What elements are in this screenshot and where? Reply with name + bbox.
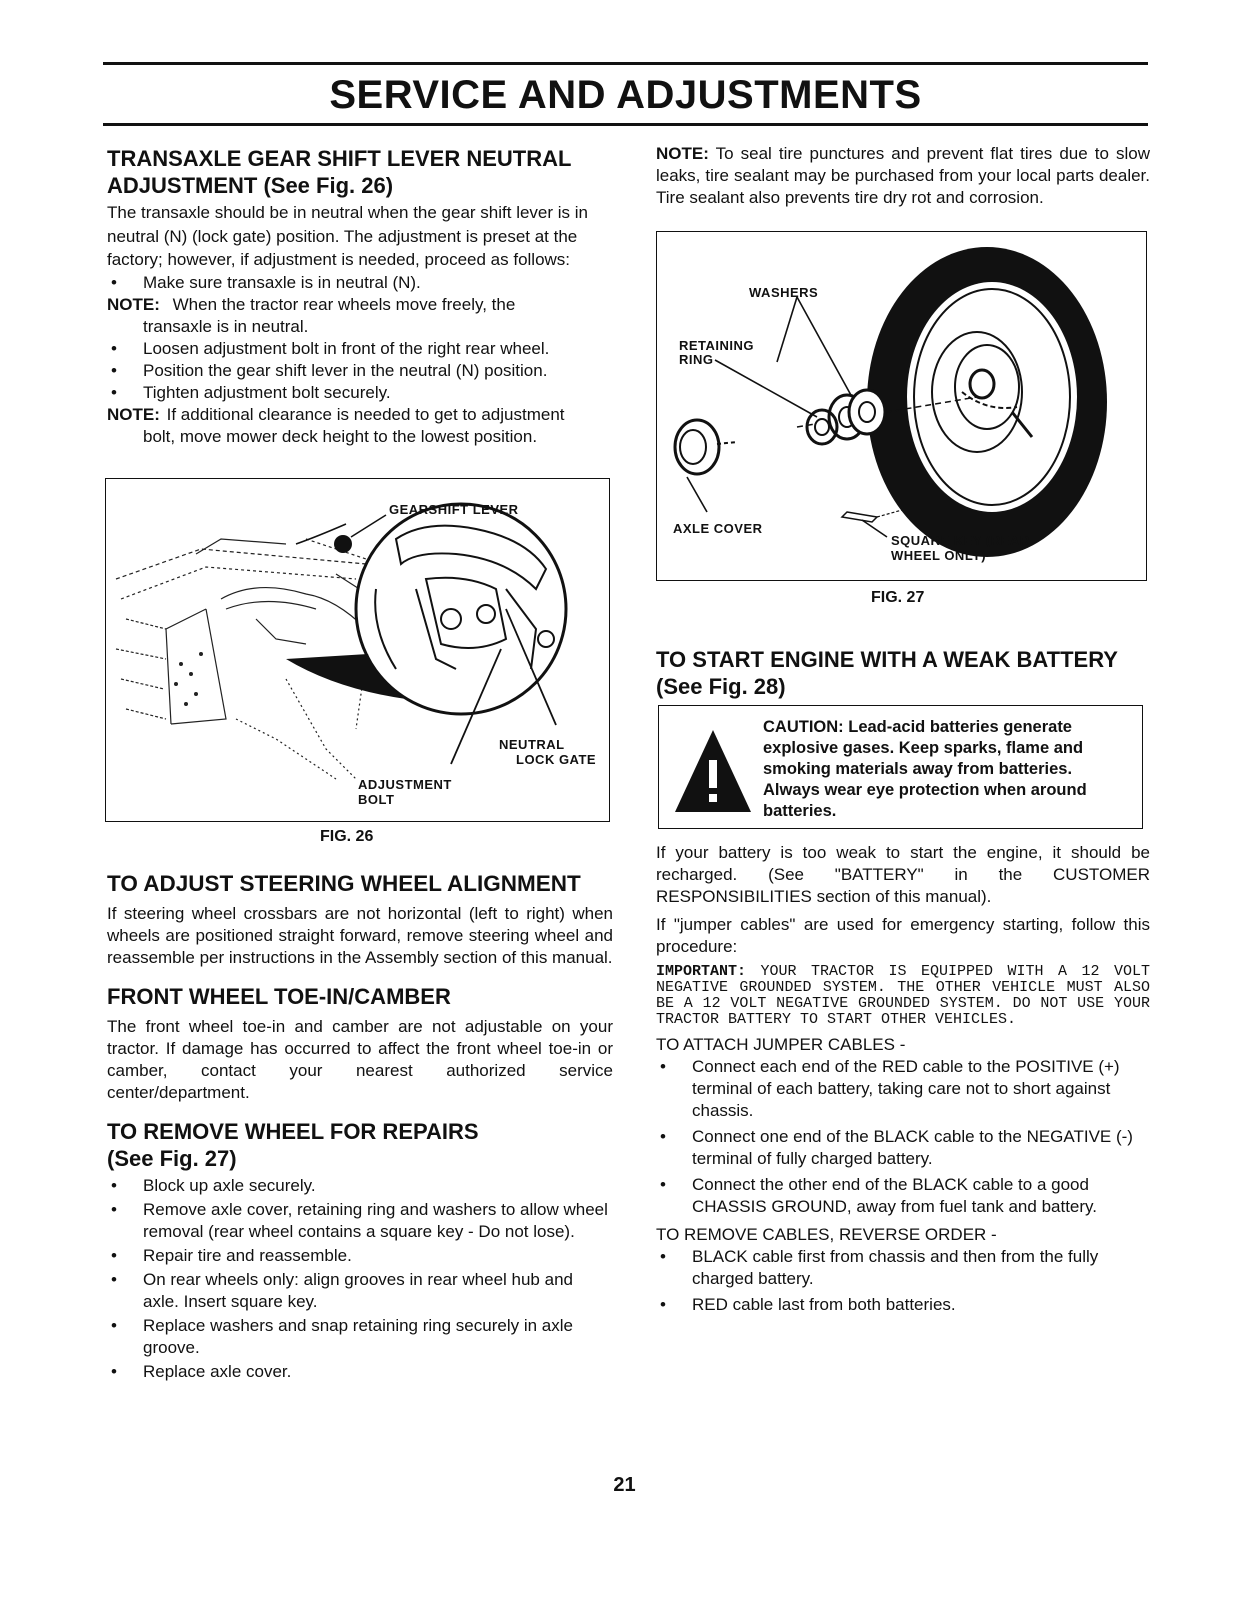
gearshift-lever-label: GEARSHIFT LEVER <box>389 502 519 517</box>
transaxle-note-1: NOTE: When the tractor rear wheels move freely, the transaxle is in neutral. <box>107 294 516 336</box>
left-column-lower <box>107 870 613 1383</box>
list-item: • Loosen adjustment bolt in front of the right rear wheel. <box>107 338 613 360</box>
wheel-only-label: WHEEL ONLY) <box>891 548 987 563</box>
list-item: • Replace washers and snap retaining ring securely in axle groove. <box>107 1315 613 1359</box>
lock-gate-label: LOCK GATE <box>516 752 597 767</box>
attach-heading: TO ATTACH JUMPER CABLES - <box>656 1035 906 1054</box>
battery-section <box>656 646 1150 700</box>
list-item: • RED cable last from both batteries. <box>656 1294 1150 1316</box>
transaxle-note-2: NOTE: If additional clearance is needed to get to adjustment bolt, move mower deck height to the lowest position. <box>107 404 565 446</box>
battery-p2: If "jumper cables" are used for emergency starting, follow this procedure: <box>656 915 1150 956</box>
list-item: • Position the gear shift lever in the neutral (N) position. <box>107 360 613 382</box>
fig-27-caption: FIG. 27 <box>871 589 925 606</box>
top-rule <box>103 62 1148 65</box>
list-item: • Make sure transaxle is in neutral (N). <box>107 272 613 294</box>
list-item: • On rear wheels only: align grooves in rear wheel hub and axle. Insert square key. <box>107 1269 613 1313</box>
transaxle-subheading: ADJUSTMENT (See Fig. 26) <box>107 173 394 198</box>
bolt-label: BOLT <box>358 792 395 807</box>
list-item: • Remove axle cover, retaining ring and washers to allow wheel removal (rear wheel contains a square key - Do not lose). <box>107 1199 613 1243</box>
caution-text: CAUTION: Lead-acid batteries generate explosive gases. Keep sparks, flame and smoking materials away from batteries. Always wear eye protection when around batteries. <box>763 718 1087 820</box>
transaxle-bullet-list-2 <box>107 338 613 404</box>
page-number: 21 <box>613 1474 636 1496</box>
neutral-label: NEUTRAL <box>499 737 565 752</box>
remove-wheel-subheading: (See Fig. 27) <box>107 1146 237 1171</box>
figure-27 <box>656 231 1147 581</box>
steering-text: If steering wheel crossbars are not horizontal (left to right) when wheels are positioned straight forward, remove steering wheel and reassemble per instructions in the Assembly section of this manual. <box>107 904 613 967</box>
adjustment-label: ADJUSTMENT <box>358 777 452 792</box>
attach-list <box>656 1056 1150 1218</box>
remove-wheel-heading: TO REMOVE WHEEL FOR REPAIRS <box>107 1119 479 1144</box>
warning-triangle-icon <box>673 726 753 816</box>
square-key-label: SQUARE KEY (REAR <box>891 533 1030 548</box>
right-column-top <box>656 143 1150 209</box>
list-item: • Tighten adjustment bolt securely. <box>107 382 613 404</box>
title-rule <box>103 123 1148 126</box>
transaxle-heading: TRANSAXLE GEAR SHIFT LEVER NEUTRAL <box>107 146 572 171</box>
remove-cables-list <box>656 1246 1150 1316</box>
transaxle-intro: The transaxle should be in neutral when the gear shift lever is in neutral (N) (lock gate) position. The adjustment is preset at the factory; however, if adjustment is needed, proceed as follows: <box>107 203 588 269</box>
steering-heading: TO ADJUST STEERING WHEEL ALIGNMENT <box>107 871 581 896</box>
gearshift-illustration <box>106 479 609 821</box>
list-item: • Connect the other end of the BLACK cable to a good CHASSIS GROUND, away from fuel tank and battery. <box>656 1174 1150 1218</box>
toe-text: The front wheel toe-in and camber are not adjustable on your tractor. If damage has occurred to affect the front wheel toe-in or camber, contact your nearest authorized service center/department. <box>107 1017 613 1102</box>
washers-label: WASHERS <box>749 285 819 300</box>
battery-body <box>656 842 1150 1316</box>
list-item: • Block up axle securely. <box>107 1175 613 1197</box>
list-item: • Connect each end of the RED cable to the POSITIVE (+) terminal of each battery, taking care not to short against chassis. <box>656 1056 1150 1122</box>
toe-heading: FRONT WHEEL TOE-IN/CAMBER <box>107 984 451 1009</box>
important-notice: IMPORTANT: YOUR TRACTOR IS EQUIPPED WITH A 12 VOLT NEGATIVE GROUNDED SYSTEM. THE OTHER VEHICLE MUST ALSO BE A 12 VOLT NEGATIVE GROUNDED SYSTEM. DO NOT USE YOUR TRACTOR BATTERY TO START OTHER VEHICLES. <box>656 963 1150 1028</box>
list-item: • Repair tire and reassemble. <box>107 1245 613 1267</box>
battery-heading: TO START ENGINE WITH A WEAK BATTERY <box>656 647 1118 672</box>
page-title: SERVICE AND ADJUSTMENTS <box>329 73 922 117</box>
tire-note: NOTE: To seal tire punctures and prevent flat tires due to slow leaks, tire sealant may be purchased from your local parts dealer. Tire sealant also prevents tire dry rot and corrosion. <box>656 144 1150 207</box>
left-column <box>107 145 613 448</box>
figure-26 <box>105 478 610 822</box>
list-item: • BLACK cable first from chassis and then from the fully charged battery. <box>656 1246 1150 1290</box>
retaining-label: RETAINING <box>679 338 755 353</box>
ring-label: RING <box>679 352 714 367</box>
fig-26-caption: FIG. 26 <box>320 828 374 845</box>
list-item: • Replace axle cover. <box>107 1361 613 1383</box>
remove-wheel-list <box>107 1175 613 1383</box>
transaxle-bullet-list-1 <box>107 272 613 294</box>
battery-p1: If your battery is too weak to start the engine, it should be recharged. (See "BATTERY" in the CUSTOMER RESPONSIBILITIES section of this manual). <box>656 843 1150 906</box>
list-item: • Connect one end of the BLACK cable to the NEGATIVE (-) terminal of fully charged battery. <box>656 1126 1150 1170</box>
axle-cover-label: AXLE COVER <box>673 521 763 536</box>
caution-box <box>658 705 1143 829</box>
battery-subheading: (See Fig. 28) <box>656 674 786 699</box>
remove-cables-heading: TO REMOVE CABLES, REVERSE ORDER - <box>656 1225 997 1244</box>
